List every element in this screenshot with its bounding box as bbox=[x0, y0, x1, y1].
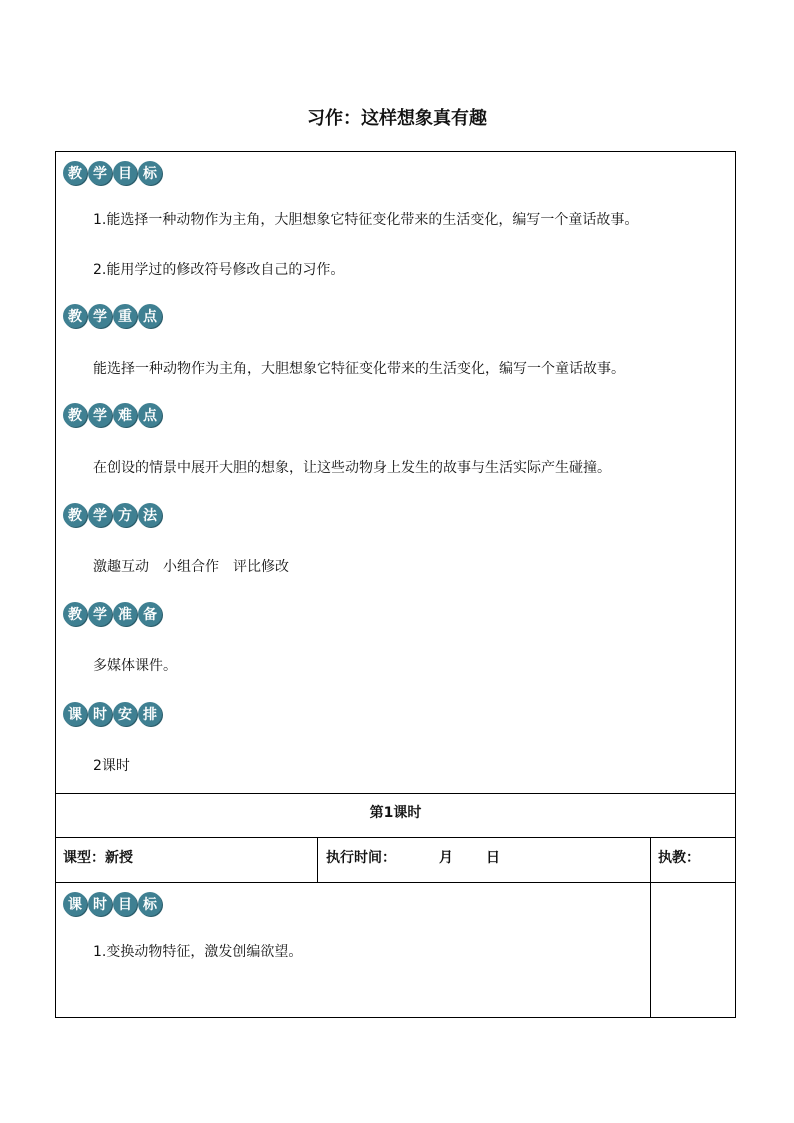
heading-char: 目 bbox=[113, 892, 137, 916]
difficulty-line: 在创设的情景中展开大胆的想象，让这些动物身上发生的故事与生活实际产生碰撞。 bbox=[93, 460, 611, 476]
preparation-line: 多媒体课件。 bbox=[93, 658, 177, 674]
heading-char: 排 bbox=[138, 702, 162, 726]
heading-char: 学 bbox=[88, 602, 112, 626]
column-divider bbox=[317, 837, 318, 882]
heading-char: 难 bbox=[113, 403, 137, 427]
divider bbox=[56, 837, 735, 838]
heading-char: 教 bbox=[63, 503, 87, 527]
heading-char: 学 bbox=[88, 503, 112, 527]
column-divider bbox=[650, 837, 651, 1017]
schedule-line: 2课时 bbox=[93, 758, 130, 774]
heading-char: 目 bbox=[113, 161, 137, 185]
heading-char: 准 bbox=[113, 602, 137, 626]
lesson-type-label: 课型： bbox=[63, 850, 105, 866]
section-heading-key-points bbox=[63, 304, 162, 328]
heading-char: 教 bbox=[63, 304, 87, 328]
section-heading-lesson-goals bbox=[63, 892, 162, 916]
lesson-type-value: 新授 bbox=[105, 850, 133, 866]
heading-char: 时 bbox=[88, 702, 112, 726]
heading-char: 课 bbox=[63, 702, 87, 726]
section-heading-difficulties bbox=[63, 403, 162, 427]
heading-char: 点 bbox=[138, 403, 162, 427]
execution-time-label: 执行时间： bbox=[326, 850, 396, 866]
heading-char: 学 bbox=[88, 304, 112, 328]
lesson-plan-table bbox=[55, 151, 736, 1018]
heading-char: 时 bbox=[88, 892, 112, 916]
lesson-number-label: 第1课时 bbox=[369, 805, 422, 821]
month-label: 月 bbox=[439, 850, 453, 866]
heading-char: 教 bbox=[63, 602, 87, 626]
heading-char: 教 bbox=[63, 161, 87, 185]
heading-char: 点 bbox=[138, 304, 162, 328]
heading-char: 标 bbox=[138, 161, 162, 185]
page-title: 习作：这样想象真有趣 bbox=[307, 108, 487, 129]
section-heading-schedule bbox=[63, 702, 162, 726]
goal-line-2: 2.能用学过的修改符号修改自己的习作。 bbox=[93, 262, 345, 278]
heading-char: 标 bbox=[138, 892, 162, 916]
heading-char: 法 bbox=[138, 503, 162, 527]
divider bbox=[56, 882, 735, 883]
key-point-line: 能选择一种动物作为主角，大胆想象它特征变化带来的生活变化，编写一个童话故事。 bbox=[93, 361, 625, 377]
methods-line: 激趣互动 小组合作 评比修改 bbox=[93, 559, 289, 575]
heading-char: 方 bbox=[113, 503, 137, 527]
section-heading-preparation bbox=[63, 602, 162, 626]
heading-char: 重 bbox=[113, 304, 137, 328]
divider bbox=[56, 793, 735, 794]
goal-line-1: 1.能选择一种动物作为主角，大胆想象它特征变化带来的生活变化，编写一个童话故事。 bbox=[93, 212, 639, 228]
heading-char: 学 bbox=[88, 403, 112, 427]
heading-char: 学 bbox=[88, 161, 112, 185]
heading-char: 备 bbox=[138, 602, 162, 626]
teacher-label: 执教： bbox=[658, 850, 700, 866]
heading-char: 教 bbox=[63, 403, 87, 427]
day-label: 日 bbox=[486, 850, 500, 866]
heading-char: 安 bbox=[113, 702, 137, 726]
section-heading-teaching-goals bbox=[63, 161, 162, 185]
heading-char: 课 bbox=[63, 892, 87, 916]
lesson-goal-line-1: 1.变换动物特征，激发创编欲望。 bbox=[93, 944, 303, 960]
section-heading-methods bbox=[63, 503, 162, 527]
lesson-type-cell bbox=[63, 847, 133, 867]
